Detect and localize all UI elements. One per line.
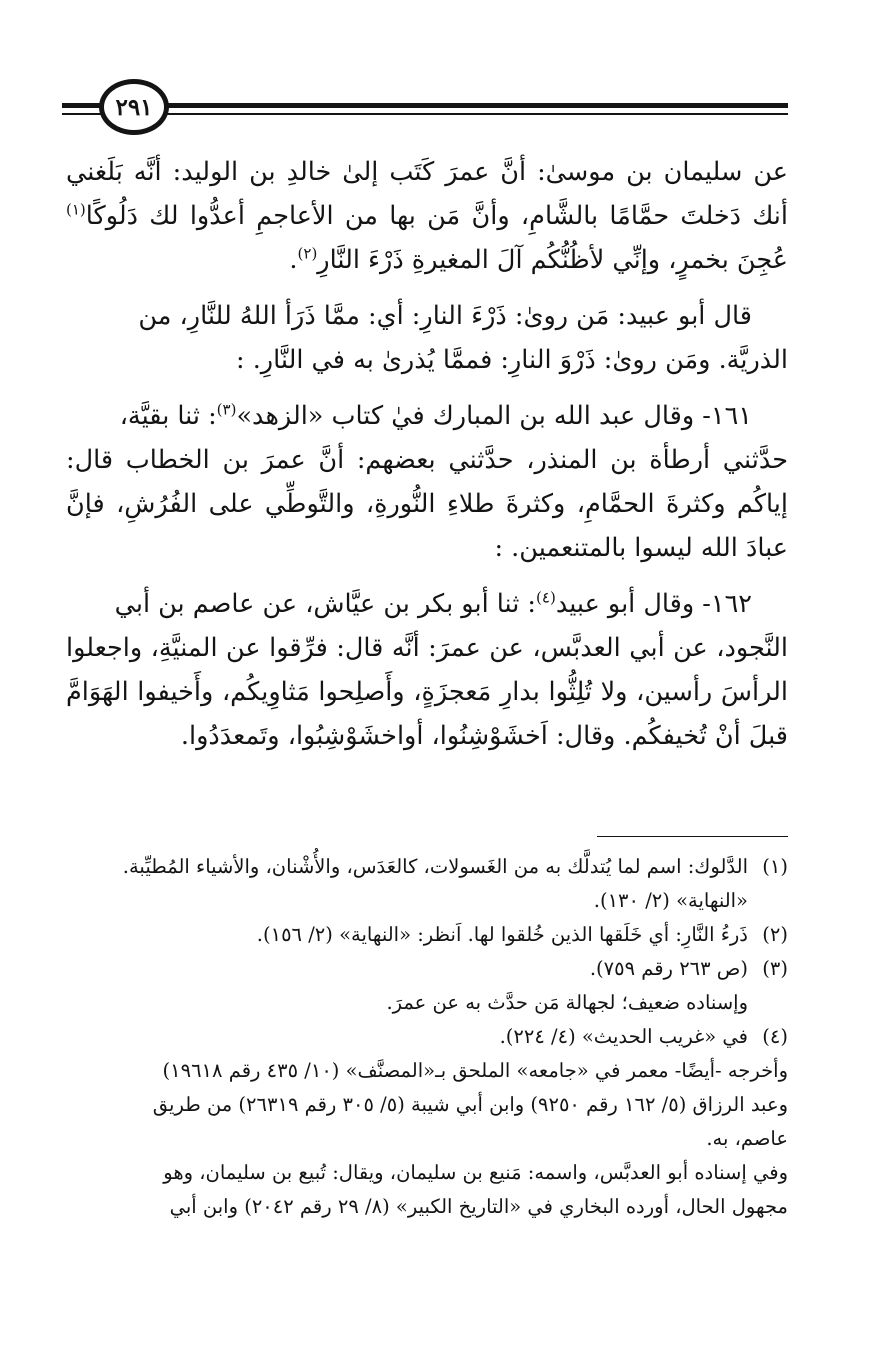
footnote-number: (١) [762, 855, 788, 878]
footnote-text: ذَرءُ النَّارِ: أي خَلَقها الذين خُلقوا لها. اَنظر: «النهاية» (٢/ ١٥٦). [256, 923, 748, 946]
footnote-text: (ص ٢٦٣ رقم ٧٥٩). [589, 957, 748, 980]
footnote-4-cont: وأخرجه -أيضًا- معمر في «جامعه» الملحق بـ«المصنَّف» (١٠/ ٤٣٥ رقم ١٩٦١٨) [162, 1059, 788, 1082]
text-line: الرأسَ رأسين، ولا تُلِثُّوا بدارِ مَعجزَةٍ، وأَصلِحوا مَثاوِيكُم، وأَخيفوا الهَوَامَّ [66, 677, 788, 707]
text-line: قبلَ أنْ تُخيفكُم. وقال: اَخشَوْشِنُوا، أواخشَوْشِبُوا، وتَمعدَدُوا. [180, 721, 788, 751]
text-line: الذريَّة. ومَن روىٰ: ذَرْوَ النارِ: فممَّا يُذرىٰ به في النَّارِ. : [236, 345, 788, 375]
footnote-1-cont: «النهاية» (٢/ ١٣٠). [593, 889, 748, 912]
text-line: عبادَ الله ليسوا بالمتنعمين. : [494, 533, 788, 563]
text-line: : ثنا أبو بكر بن عيَّاش، عن عاصم بن أبي [114, 589, 537, 619]
footnote-marker[interactable]: (٣) [216, 400, 237, 419]
footnote-2 [66, 918, 788, 952]
footnote-text: في «غريب الحديث» (٤/ ٢٢٤). [499, 1025, 748, 1048]
paragraph-4-cont [66, 626, 788, 758]
paragraph-2-cont [66, 338, 788, 382]
header-rule-thick [62, 103, 788, 108]
text-line: عُجِنَ [736, 245, 788, 275]
text-line: عن سليمان بن موسىٰ: أنَّ عمرَ كَتَب إلىٰ خالدِ بن الوليد: أنَّه بَلَغني أنك [66, 157, 788, 231]
text-line: . [289, 245, 298, 275]
footnotes [66, 850, 788, 1224]
footnote-1 [66, 850, 788, 884]
paragraph-4 [66, 582, 788, 626]
text-line: : ثنا بقيَّة، [119, 401, 217, 431]
footnote-4-cont: مجهول الحال، أورده البخاري في «التاريخ الكبير» (٨/ ٢٩ رقم ٢٠٤٢) وابن أبي [169, 1195, 788, 1218]
footnote-3 [66, 952, 788, 986]
paragraph-1 [66, 150, 788, 282]
text-line: ١٦٢- وقال أبو عبيد [555, 589, 752, 619]
footnote-4 [66, 1020, 788, 1054]
header-rule-thin [62, 113, 788, 115]
paragraph-3-cont [66, 438, 788, 570]
footnote-4-cont: وفي إسناده أبو العدبَّس، واسمه: مَنيع بن سليمان، ويقال: تُبيع بن سليمان، وهو [163, 1161, 788, 1184]
footnote-marker[interactable]: (٢) [297, 244, 318, 263]
text-line: إياكُم وكثرةَ الحمَّامِ، وكثرةَ طلاءِ النُّورةِ، والتَّوطِّي على الفُرُشِ، فإنَّ [66, 489, 788, 519]
footnote-number: (٤) [762, 1025, 788, 1048]
text-line: ١٦١- وقال عبد الله بن المبارك فيٰ كتاب «الزهد» [236, 401, 752, 431]
footnote-number: (٢) [762, 923, 788, 946]
footnote-3-cont: وإسناده ضعيف؛ لجهالة مَن حدَّث به عن عمرَ. [386, 991, 748, 1014]
text-line: قال أبو عبيد: مَن روىٰ: ذَرْءَ النارِ: أي: ممَّا ذَرَأ اللهُ للنَّارِ، من [138, 301, 752, 331]
footnote-4-cont: عاصم، به. [706, 1127, 788, 1150]
paragraph-3 [66, 394, 788, 438]
footnote-separator [597, 836, 788, 837]
page-number: ٢٩١ [99, 79, 169, 135]
text-line: النَّجود، عن أبي العدبَّس، عن عمرَ: أنَّه قال: فرِّقوا عن المنيَّةِ، واجعلوا [66, 633, 788, 663]
footnote-marker[interactable]: (١) [66, 200, 86, 219]
footnote-number: (٣) [762, 957, 788, 980]
page-header [62, 72, 788, 142]
footnote-marker[interactable]: (٤) [536, 588, 556, 607]
main-text [66, 150, 788, 758]
paragraph-2 [66, 294, 788, 338]
text-line: دَخلتَ حمَّامًا بالشَّامِ، وأنَّ مَن بها من الأعاجمِ أعدُّوا لك دَلُوكًا [85, 201, 742, 231]
text-line: حدَّثني أرطأة بن المنذر، حدَّثني بعضهم: أنَّ عمرَ بن الخطاب قال: [66, 445, 788, 475]
footnote-4-cont: وعبد الرزاق (٥/ ١٦٢ رقم ٩٢٥٠) وابن أبي شيبة (٥/ ٣٠٥ رقم ٢٦٣١٩) من طريق [152, 1093, 788, 1116]
text-line: بخمرٍ، وإنِّي لأظُنُّكُم آلَ المغيرةِ ذَرْءَ النَّارِ [317, 245, 729, 275]
footnote-text: الدَّلوك: اسم لما يُتدلَّك به من الغَسولات، كالعَدَس، والأُشْنان، والأشياء المُطيِّبة. [122, 855, 748, 878]
